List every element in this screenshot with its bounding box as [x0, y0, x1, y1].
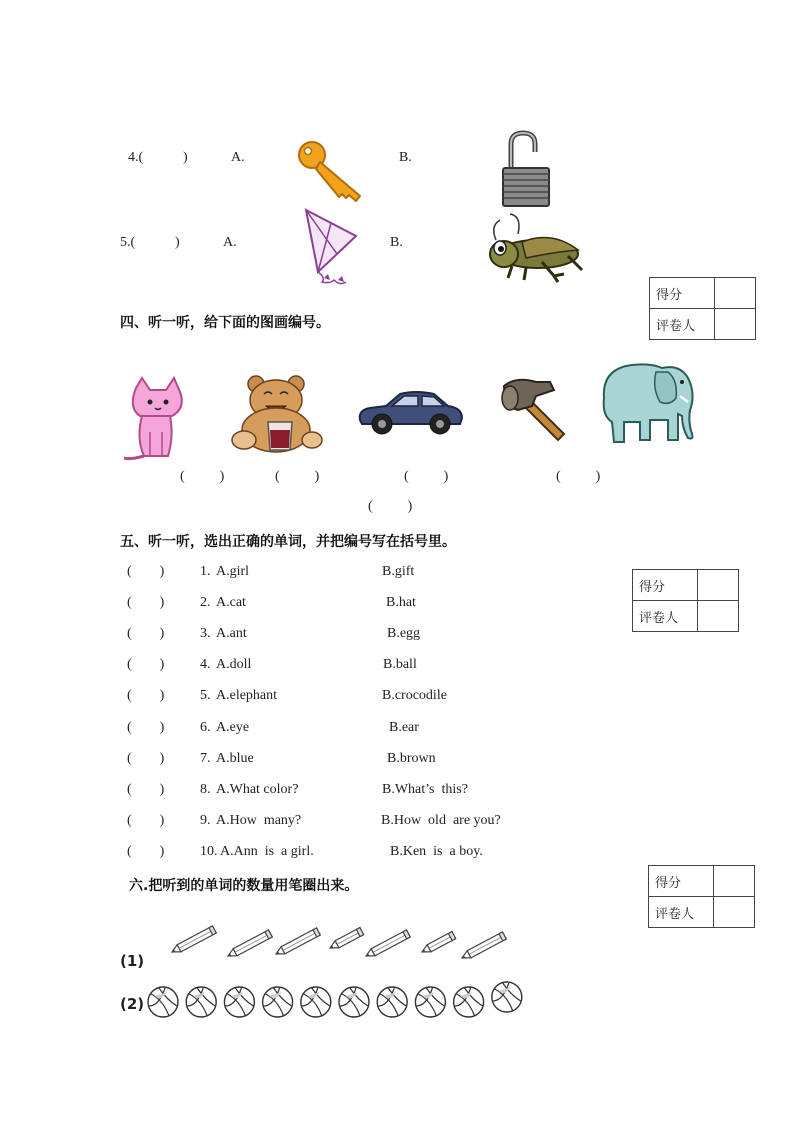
pencil-icon[interactable]: [170, 926, 216, 956]
answer-blank[interactable]: ( ): [127, 657, 165, 672]
picture-blank-2[interactable]: ( ): [275, 469, 320, 484]
answer-blank[interactable]: ( ): [127, 720, 165, 735]
pencil-icon[interactable]: [274, 928, 320, 958]
option-b: B.crocodile: [382, 688, 447, 703]
ball-icon[interactable]: [224, 987, 254, 1017]
option-a: A.doll: [216, 657, 252, 672]
score-label: 得分: [650, 278, 715, 309]
item-5-number: 5.(: [120, 235, 136, 250]
option-a: A.Ann is a girl.: [220, 844, 314, 859]
ball-icon[interactable]: [454, 987, 484, 1017]
row-2-label: (2): [120, 995, 145, 1013]
option-a: A.What color?: [216, 782, 299, 797]
answer-blank[interactable]: ( ): [127, 688, 165, 703]
item-5-option-a-label: A.: [223, 235, 237, 250]
grader-label: 评卷人: [650, 309, 715, 340]
item-number: 4.: [200, 657, 211, 672]
answer-blank[interactable]: ( ): [127, 564, 165, 579]
score-label: 得分: [633, 570, 698, 601]
answer-blank[interactable]: ( ): [127, 844, 165, 859]
grader-label: 评卷人: [633, 601, 698, 632]
item-number: 10.: [200, 844, 218, 859]
ball-icon[interactable]: [415, 987, 445, 1017]
option-a: A.cat: [216, 595, 246, 610]
option-b: B.How old are you?: [381, 813, 501, 828]
picture-blank-4[interactable]: ( ): [556, 469, 601, 484]
option-b: B.ear: [389, 720, 419, 735]
ball-icon[interactable]: [186, 987, 216, 1017]
option-a: A.ant: [216, 626, 247, 641]
picture-blank-1[interactable]: ( ): [180, 469, 225, 484]
pencil-icon[interactable]: [460, 932, 506, 962]
ball-icon[interactable]: [301, 987, 331, 1017]
item-5-blank-close: ): [175, 235, 180, 250]
item-number: 9.: [200, 813, 211, 828]
answer-blank[interactable]: ( ): [127, 751, 165, 766]
option-b: B.gift: [382, 564, 415, 579]
option-b: B.brown: [387, 751, 436, 766]
ball-icon[interactable]: [339, 987, 369, 1017]
item-number: 2.: [200, 595, 211, 610]
item-number: 3.: [200, 626, 211, 641]
answer-blank[interactable]: ( ): [127, 595, 165, 610]
item-4-blank-close: ): [183, 150, 188, 165]
row-1-label: (1): [120, 952, 145, 970]
answer-blank[interactable]: ( ): [127, 782, 165, 797]
pencil-icon[interactable]: [364, 930, 410, 960]
ball-icon[interactable]: [148, 987, 178, 1017]
item-4-number: 4.(: [128, 150, 144, 165]
answer-blank[interactable]: ( ): [127, 813, 165, 828]
option-b: B.ball: [383, 657, 417, 672]
option-b: B.Ken is a boy.: [390, 844, 483, 859]
pencil-icon[interactable]: [226, 930, 272, 960]
item-number: 6.: [200, 720, 211, 735]
item-number: 8.: [200, 782, 211, 797]
item-4-option-a-label: A.: [231, 150, 245, 165]
ball-icon[interactable]: [377, 987, 407, 1017]
score-label: 得分: [649, 866, 714, 897]
option-a: A.How many?: [216, 813, 302, 828]
item-number: 7.: [200, 751, 211, 766]
item-number: 5.: [200, 688, 211, 703]
picture-blank-5[interactable]: ( ): [368, 499, 413, 514]
section-5-title: 五、听一听，选出正确的单词，并把编号写在括号里。: [120, 534, 456, 550]
grader-label: 评卷人: [649, 897, 714, 928]
picture-blank-3[interactable]: ( ): [404, 469, 449, 484]
option-a: A.girl: [216, 564, 250, 579]
option-b: B.egg: [387, 626, 421, 641]
option-b: B.What’s this?: [382, 782, 468, 797]
pencil-icon[interactable]: [328, 928, 364, 952]
item-number: 1.: [200, 564, 211, 579]
ball-icon[interactable]: [263, 987, 293, 1017]
item-5-option-b-label: B.: [390, 235, 403, 250]
option-a: A.eye: [216, 720, 250, 735]
pencil-icon[interactable]: [420, 932, 456, 956]
answer-blank[interactable]: ( ): [127, 626, 165, 641]
option-b: B.hat: [386, 595, 416, 610]
section-6-title: 六.把听到的单词的数量用笔圈出来。: [129, 878, 359, 894]
option-a: A.elephant: [216, 688, 278, 703]
section-4-title: 四、听一听，给下面的图画编号。: [120, 315, 330, 331]
ball-icon[interactable]: [492, 982, 522, 1012]
option-a: A.blue: [216, 751, 254, 766]
item-4-option-b-label: B.: [399, 150, 412, 165]
